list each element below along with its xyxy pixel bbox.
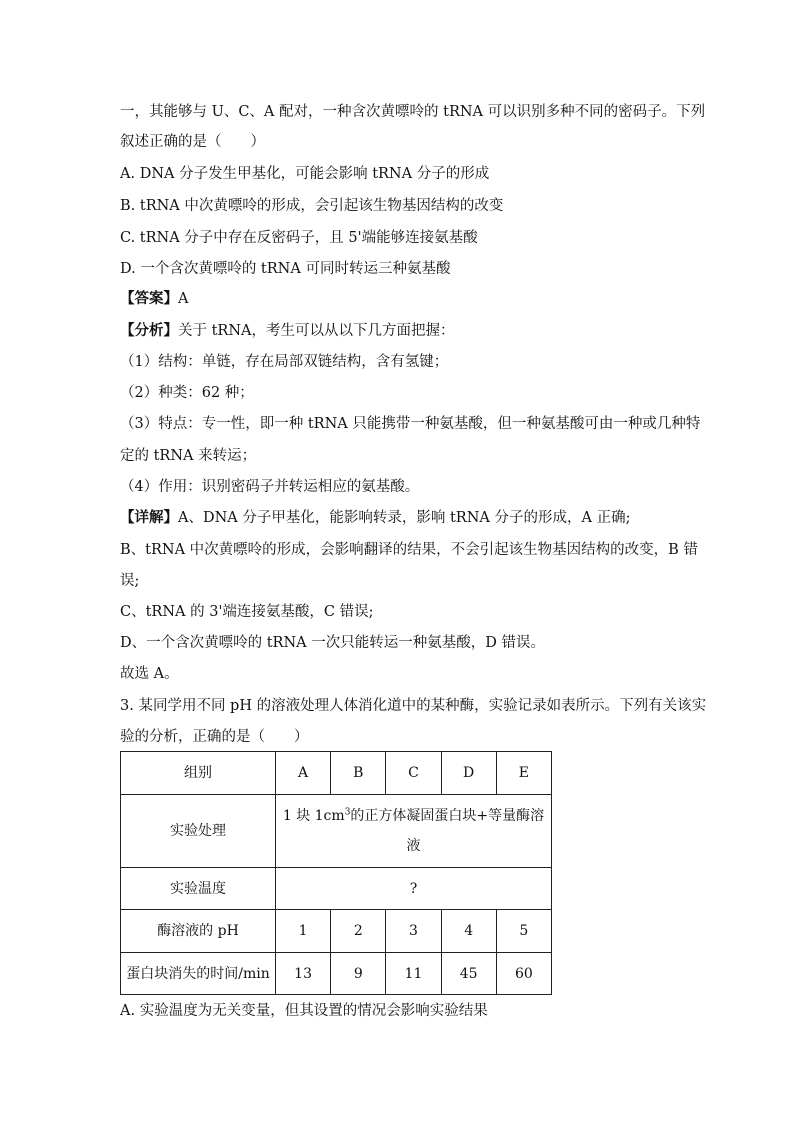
group-e-cell: E <box>496 752 551 795</box>
detail-c: C、tRNA 的 3'端连接氨基酸，C 错误; <box>120 604 374 620</box>
detail-line <box>120 508 630 528</box>
detail-d: D、一个含次黄嘌呤的 tRNA 一次只能转运一种氨基酸，D 错误。 <box>120 635 545 651</box>
analysis-line <box>120 321 455 341</box>
detail-b: B、tRNA 中次黄嘌呤的形成，会影响翻译的结果，不会引起该生物基因结构的改变，B 错 <box>120 542 698 558</box>
time-b-cell: 9 <box>331 953 386 995</box>
table-ph-row <box>121 910 552 953</box>
option-a: A. DNA 分子发生甲基化，可能会影响 tRNA 分子的形成 <box>120 166 490 182</box>
time-a-cell: 13 <box>276 953 331 995</box>
time-d-cell: 45 <box>441 953 496 995</box>
question-intro-line-1: 一，其能够与 U、C、A 配对，一种含次黄嘌呤的 tRNA 可以识别多种不同的密码子。下列 <box>120 104 706 120</box>
analysis-label: 【分析】 <box>120 322 178 339</box>
table-header-row <box>121 752 552 795</box>
analysis-point-3: （3）特点：专一性，即一种 tRNA 只能携带一种氨基酸，但一种氨基酸可由一种或几种特 <box>120 416 701 432</box>
table-temperature-row <box>121 868 552 910</box>
temperature-label-cell: 实验温度 <box>121 868 276 910</box>
question-intro-line-2: 叙述正确的是（ ） <box>120 134 265 150</box>
time-e-cell: 60 <box>496 953 551 995</box>
answer-label: 【答案】 <box>120 290 178 307</box>
detail-b-cont: 误; <box>120 573 140 589</box>
table-time-row <box>121 953 552 995</box>
ph-label-cell: 酶溶液的 pH <box>121 910 276 953</box>
treatment-superscript: 3 <box>344 807 351 818</box>
analysis-point-1: （1）结构：单链，存在局部双链结构，含有氢键； <box>120 354 449 370</box>
detail-label: 【详解】 <box>120 509 178 526</box>
time-c-cell: 11 <box>386 953 441 995</box>
ph-d-cell: 4 <box>441 910 496 953</box>
treatment-text-line2: 液 <box>406 838 421 854</box>
option-c: C. tRNA 分子中存在反密码子，且 5'端能够连接氨基酸 <box>120 230 478 246</box>
treatment-text-pre: 1 块 1cm <box>282 808 345 824</box>
option-b: B. tRNA 中次黄嘌呤的形成，会引起该生物基因结构的改变 <box>120 198 504 214</box>
ph-a-cell: 1 <box>276 910 331 953</box>
table-treatment-row <box>121 795 552 868</box>
analysis-intro: 关于 tRNA，考生可以从以下几方面把握： <box>178 323 455 339</box>
time-label-cell: 蛋白块消失的时间/min <box>121 953 276 995</box>
detail-conclusion: 故选 A。 <box>120 666 179 682</box>
group-a-cell: A <box>276 752 331 795</box>
analysis-point-3-cont: 定的 tRNA 来转运； <box>120 448 257 464</box>
analysis-point-2: （2）种类：62 种； <box>120 385 254 401</box>
ph-b-cell: 2 <box>331 910 386 953</box>
treatment-value-cell <box>276 795 552 868</box>
ph-c-cell: 3 <box>386 910 441 953</box>
group-b-cell: B <box>331 752 386 795</box>
ph-e-cell: 5 <box>496 910 551 953</box>
question3-line-2: 验的分析，正确的是（ ） <box>120 729 309 745</box>
treatment-label-cell: 实验处理 <box>121 795 276 868</box>
question3-line-1: 3. 某同学用不同 pH 的溶液处理人体消化道中的某种酶，实验记录如表所示。下列有关该实 <box>120 698 707 714</box>
answer-value: A <box>178 291 189 307</box>
temperature-value-cell: ? <box>276 868 552 910</box>
group-c-cell: C <box>386 752 441 795</box>
group-d-cell: D <box>441 752 496 795</box>
option-d: D. 一个含次黄嘌呤的 tRNA 可同时转运三种氨基酸 <box>120 261 451 277</box>
analysis-point-4: （4）作用：识别密码子并转运相应的氨基酸。 <box>120 479 420 495</box>
question3-option-a: A. 实验温度为无关变量，但其设置的情况会影响实验结果 <box>120 1003 488 1019</box>
answer-line <box>120 289 188 309</box>
detail-a: A、DNA 分子甲基化，能影响转录，影响 tRNA 分子的形成，A 正确; <box>178 510 631 526</box>
experiment-table <box>120 751 552 995</box>
group-label-cell: 组别 <box>121 752 276 795</box>
treatment-text-post: 的正方体凝固蛋白块+等量酶溶 <box>350 808 545 824</box>
